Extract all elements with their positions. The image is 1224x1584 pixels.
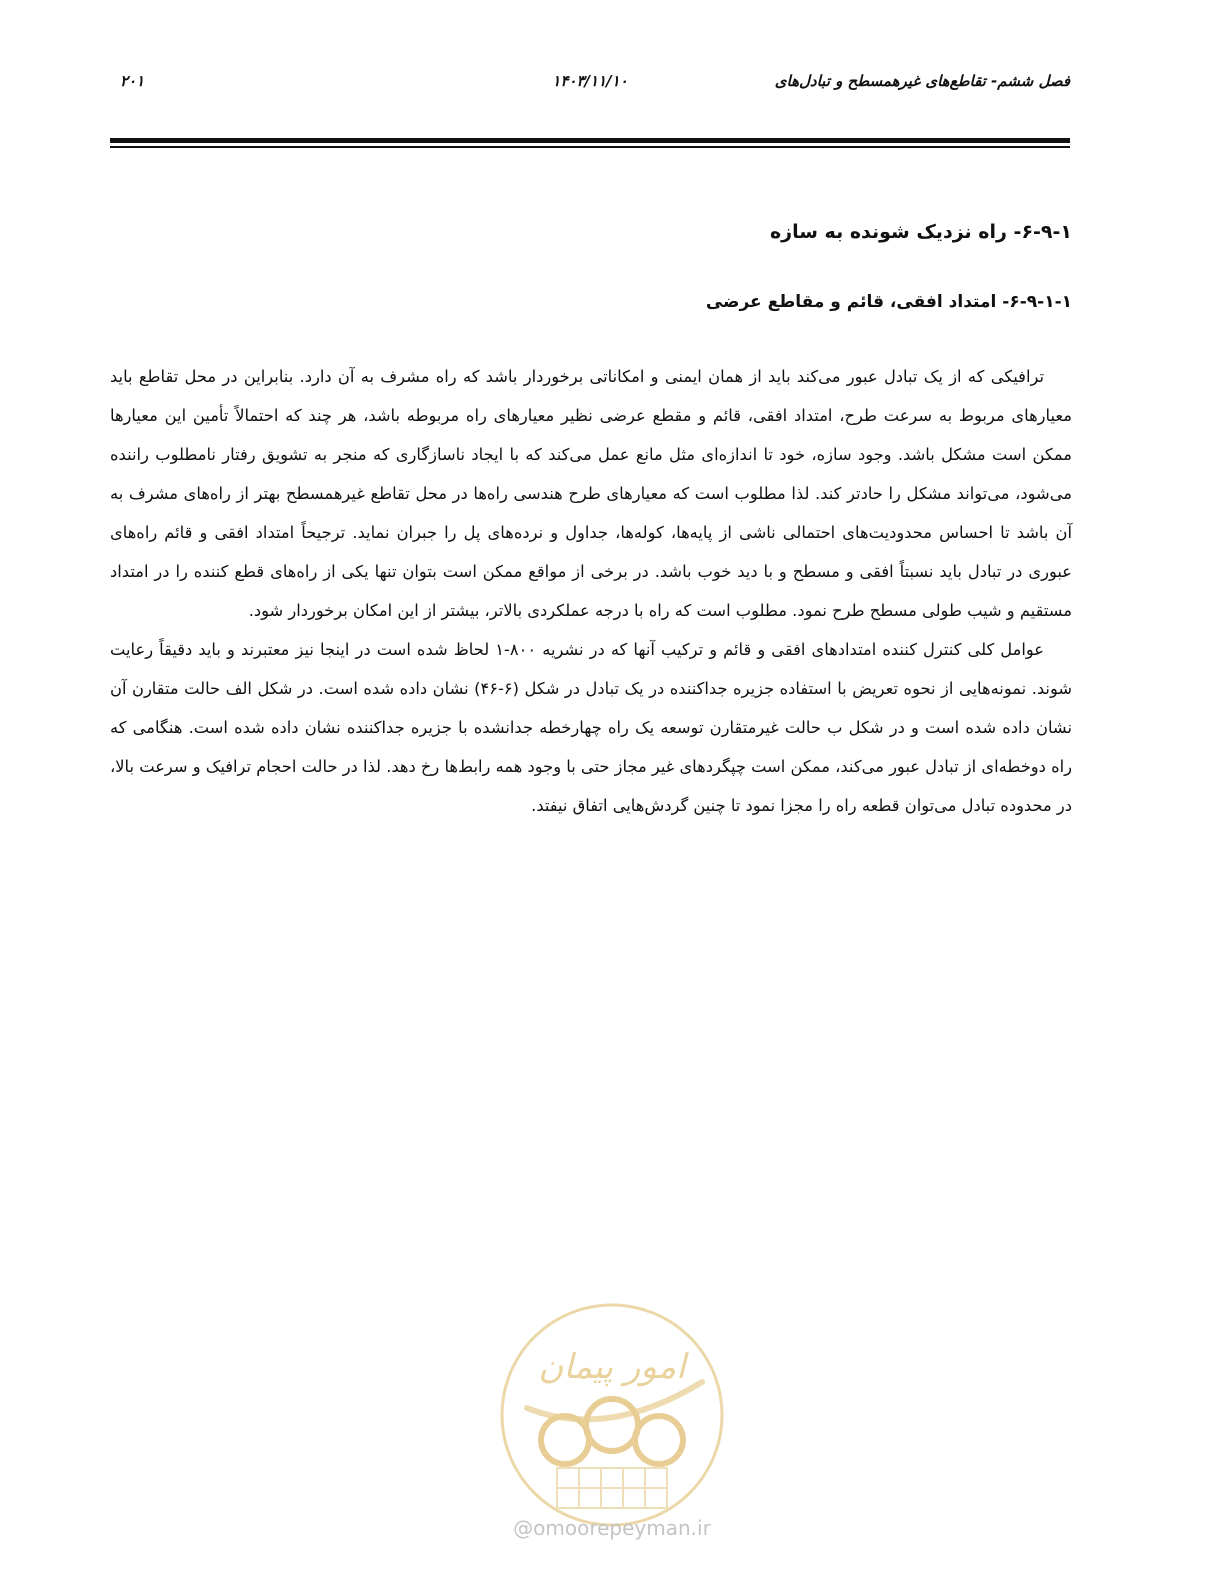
watermark-url: @omoorepeyman.ir [513,1516,711,1540]
chapter-title: فصل ششم- تقاطع‌های غیرهمسطح و تبادل‌های [774,72,1070,90]
section-title: ۶-۹-۱- راه نزدیک شونده به سازه [769,221,1072,243]
gear-icon [541,1399,683,1464]
section-content [110,205,1072,825]
watermark-logo [487,1290,737,1540]
page-header [110,72,1070,102]
header-rule-thin [110,146,1070,148]
watermark-logo-text: امور پیمان [538,1347,686,1387]
header-date: ۱۴۰۳/۱۱/۱۰ [552,72,628,90]
paragraph: عوامل کلی کنترل کننده امتدادهای افقی و قائم و ترکیب آنها که در نشریه ۸۰۰-۱ لحاظ شده است در اینجا نیز معتبرند و باید دقیقاً رعایت شوند. نمونه‌هایی از نحوه تعریض با استفاده جزیره جداکننده در یک تبادل در شکل (۶-۴۶) نشان داده شده است. در شکل الف حالت متقارن آن نشان داده شده است و در شکل ب حالت غیرمتقارن توسعه یک راه چهارخطه جدانشده با جزیره جداکننده نشان داده شده است. هنگامی که راه دوخطه‌ای از تبادل عبور می‌کند، ممکن است چپگردهای غیر مجاز حتی با وجود همه رابط‌ها رخ دهد. لذا در حالت احجام ترافیک و سرعت بالا، در محدوده تبادل می‌توان قطعه راه را مجزا نمود تا چنین گردش‌هایی اتفاق نیفتد. [110,640,1072,815]
paragraph: ترافیکی که از یک تبادل عبور می‌کند باید از همان ایمنی و امکاناتی برخوردار باشد که راه مشرف به آن دارد. بنابراین در محل تقاطع باید معیارهای مربوط به سرعت طرح، امتداد افقی، قائم و مقطع عرضی نظیر معیارهای راه مربوطه باشد، هر چند که احتمالاً تأمین این معیارها ممکن است مشکل باشد. وجود سازه، خود تا اندازه‌ای مثل مانع عمل می‌کند که با ایجاد ناسازگاری که منجر به تشویق رفتار نامطلوب راننده می‌شود، می‌تواند مشکل را حادتر کند. لذا مطلوب است که معیارهای طرح هندسی راه‌ها در محل تقاطع غیرهمسطح بهتر از راه‌های مشرف به آن باشد تا احساس محدودیت‌های احتمالی ناشی از پایه‌ها، کوله‌ها، جداول و نرده‌های پل را جبران نماید. ترجیحاً امتداد افقی و قائم راه‌های عبوری در تبادل باید نسبتاً افقی و مسطح و با دید خوب باشد. در برخی از مواقع ممکن است بتوان تنها یکی از راه‌های قطع کننده را در امتداد مستقیم و شیب طولی مسطح طرح نمود. مطلوب است که راه با درجه عملکردی بالاتر، بیشتر از این امکان برخوردار شود. [110,367,1072,620]
section-subtitle: ۶-۹-۱-۱- امتداد افقی، قائم و مقاطع عرضی [705,292,1072,312]
page-number: ۲۰۱ [120,72,145,90]
grid-icon [557,1468,667,1508]
header-rule-thick [110,138,1070,143]
